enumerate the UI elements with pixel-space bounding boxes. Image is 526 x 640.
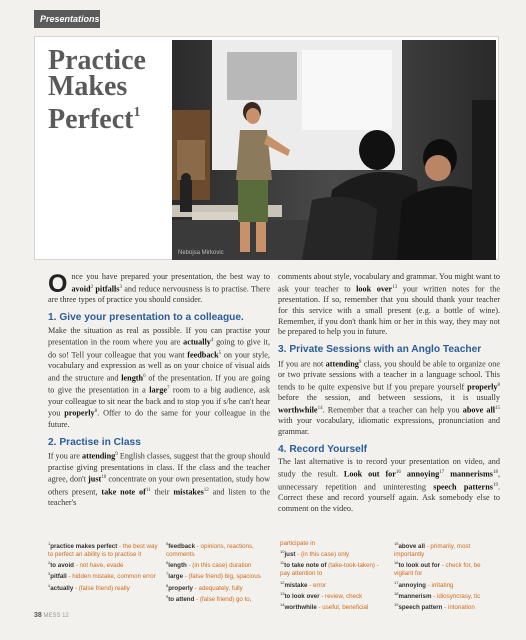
glossary-term: worthwhile <box>278 405 318 415</box>
footnote-ref: 3 <box>119 284 122 290</box>
text-run: . Remember that a teacher can help you <box>322 405 463 415</box>
footnote-ref: 5 <box>218 350 222 356</box>
glossary-entry <box>48 540 158 559</box>
glossary-entry <box>166 559 276 570</box>
glossary-column-3 <box>280 540 388 612</box>
glossary-term: annoying <box>398 581 426 589</box>
glossary-term: actually <box>183 337 211 347</box>
text-run: your written notes for the presentation. If so, remember that you should thank your teacher for this service with a small present (e.g. a bottle of wine). Remember, if you don't thank him or her in this way, they may not be prepared to help you in future. <box>278 284 500 337</box>
glossary-definition: - useful, beneficial <box>316 603 369 611</box>
glossary <box>48 540 498 611</box>
title-line-3-text: Perfect <box>48 104 134 135</box>
section-1-paragraph <box>48 326 270 431</box>
glossary-number: 5 <box>166 541 169 546</box>
glossary-number: 15 <box>394 541 399 546</box>
glossary-entry <box>48 570 158 581</box>
text-run: nce you have prepared your presentation, the best way to <box>71 272 270 281</box>
glossary-definition: - (in this case) duration <box>186 562 252 570</box>
glossary-number: 17 <box>394 579 399 585</box>
glossary-definition: - (false friend) go to, <box>194 595 252 603</box>
footnote-ref: 16 <box>395 470 401 476</box>
glossary-entry <box>280 548 388 559</box>
glossary-definition: - idiosyncrasy, tic <box>431 592 481 600</box>
footnote-ref: 2 <box>90 284 94 290</box>
glossary-term: Look out for <box>343 469 396 479</box>
glossary-definition: - opinions, reactions, comments <box>166 543 254 559</box>
glossary-number: 2 <box>48 560 51 566</box>
text-run: The last alternative is to record your presentation on video, and study the result. <box>278 457 500 479</box>
glossary-term: mistake <box>284 581 308 589</box>
glossary-term: pitfalls <box>95 284 120 294</box>
glossary-column-4 <box>394 540 498 612</box>
section-heading-4: 4. Record Yourself <box>278 443 368 455</box>
section-3-paragraph <box>278 358 500 438</box>
footnote-ref: 4 <box>210 338 214 344</box>
glossary-definition: - (in this case) only <box>295 551 350 559</box>
glossary-entry <box>394 579 498 590</box>
presentation-photo-illustration <box>172 40 496 260</box>
glossary-term: length <box>121 373 144 383</box>
glossary-term: attending <box>82 451 116 461</box>
glossary-definition: - adequately, fully <box>193 584 243 592</box>
glossary-definition: - (false friend) really <box>73 584 130 592</box>
glossary-number: 19 <box>394 601 399 607</box>
text-run: English classes, suggest that the group should practise giving presentations in class. If the class and the teacher agree, don't <box>48 451 270 485</box>
glossary-definition: participate in <box>280 540 316 547</box>
presentation-photo <box>172 40 496 260</box>
glossary-term: mannerisms <box>450 469 493 479</box>
text-run: before the session, and between sessions, it is usually <box>278 393 500 403</box>
glossary-entry <box>166 570 276 581</box>
glossary-definition: - primarily, most importantly <box>394 543 471 559</box>
glossary-term: above all <box>398 543 425 551</box>
text-run: on your style, vocabulary and expression as well as on your choice of visual aids and the structure and <box>48 350 270 383</box>
continued-paragraph <box>278 272 500 338</box>
glossary-term: worthwhile <box>284 603 317 611</box>
footnote-ref: 12 <box>203 487 209 493</box>
text-run: with your vocabulary, idiomatic expressions, pronunciation and grammar. <box>278 416 500 437</box>
glossary-term: pitfall <box>50 573 67 581</box>
section-2-paragraph <box>48 450 270 509</box>
glossary-entry <box>166 540 276 559</box>
glossary-entry <box>48 582 158 593</box>
glossary-definition: (take-took-taken) - pay attention to <box>280 562 379 578</box>
page-number: 38 <box>34 612 42 619</box>
glossary-number: 6 <box>166 560 169 566</box>
footnote-ref: 7 <box>166 386 170 392</box>
glossary-definition: - not have, evade <box>73 562 124 570</box>
glossary-term: feedback <box>168 543 196 551</box>
glossary-entry <box>394 540 498 559</box>
glossary-entry <box>394 590 498 601</box>
glossary-term: mistakes <box>173 487 204 497</box>
glossary-definition: - hidden mistake, common error <box>66 573 156 581</box>
footnote-ref: 18 <box>492 470 498 476</box>
glossary-term: feedback <box>187 350 219 360</box>
section-heading-2: 2. Practise in Class <box>48 436 141 448</box>
glossary-term: attending <box>325 359 359 369</box>
text-run: of the presentation. If you are going to give the presentation in a <box>48 373 270 395</box>
glossary-number: 7 <box>166 571 169 577</box>
footnote-ref: 15 <box>495 405 500 411</box>
glossary-number: 16 <box>394 560 399 566</box>
glossary-term: avoid <box>71 284 91 294</box>
glossary-entry <box>48 559 158 570</box>
glossary-term: look over <box>356 284 393 294</box>
glossary-term: to look out for <box>398 562 441 570</box>
glossary-entry <box>280 559 388 578</box>
text-run: going to give it, do so! Tell your colleague that you want <box>48 337 270 360</box>
text-run: , unnecessary repetition and uninteresting <box>278 469 501 492</box>
glossary-definition: - error <box>307 581 327 589</box>
glossary-term: length <box>168 562 187 570</box>
glossary-number: 1 <box>48 541 51 546</box>
text-run: comments about style, vocabulary and grammar. You might want to ask your teacher to <box>278 272 500 294</box>
glossary-number: 8 <box>166 582 169 588</box>
glossary-definition: - review, check <box>319 592 363 600</box>
glossary-term: to take note of <box>284 562 327 570</box>
section-tab: Presentations <box>34 10 100 28</box>
glossary-definition: - irritating <box>425 581 454 589</box>
footnote-ref: 9 <box>358 359 362 365</box>
glossary-term: annoying <box>406 469 440 479</box>
glossary-term: above all <box>462 405 495 415</box>
glossary-definition: - (false friend) big, spacious <box>183 573 261 581</box>
glossary-number: 14 <box>280 601 285 607</box>
footnote-ref: 10 <box>101 475 107 481</box>
section-4-paragraph <box>278 457 500 514</box>
title-line-2: Makes <box>48 71 128 102</box>
page-title <box>48 45 146 135</box>
footnote-ref: 11 <box>145 487 151 493</box>
magazine-name: MESS 12 <box>43 613 69 619</box>
footnote-ref: 6 <box>143 373 146 379</box>
glossary-term: mannerism <box>398 592 432 600</box>
section-heading-3: 3. Private Sessions with an Anglo Teacher <box>278 343 482 355</box>
text-run: and listen to the teacher's <box>48 487 271 508</box>
text-run: . Correct these and record yourself again. Ask somebody else to comment on the video. <box>278 482 500 513</box>
glossary-number: 10 <box>280 549 285 555</box>
glossary-number: 9 <box>166 593 169 599</box>
glossary-term: properly <box>467 382 498 392</box>
text-run: If you are not <box>278 359 326 369</box>
text-run: Make the situation as real as possible. If you can practise your presentation in the room where you are <box>48 325 270 347</box>
glossary-number: 12 <box>280 579 285 585</box>
footnote-ref: 17 <box>439 470 445 476</box>
glossary-term: large <box>168 573 184 581</box>
glossary-term: to look over <box>284 592 320 600</box>
footnote-ref: 9 <box>115 452 118 458</box>
glossary-number: 18 <box>394 590 399 596</box>
glossary-definition: - check for, be vigilant for <box>394 562 481 578</box>
left-column <box>48 272 270 513</box>
glossary-number: 4 <box>48 582 51 588</box>
glossary-term: actually <box>50 584 74 592</box>
section-heading-1: 1. Give your presentation to a colleague. <box>48 311 244 323</box>
glossary-term: properly <box>168 584 193 592</box>
title-line-3 <box>48 100 146 133</box>
glossary-term: large <box>149 386 167 395</box>
text-run: class, you should be able to organize one or two private sessions with a teacher in a language school. This tends to be quite expensive but if you prepare yourself <box>278 359 500 392</box>
footnote-ref: 14 <box>317 405 323 411</box>
footnote-ref: 8 <box>497 382 500 388</box>
glossary-term: to avoid <box>50 562 74 570</box>
drop-cap: O <box>48 270 68 298</box>
text-run: . Offer to do the same for your colleague in the future. <box>48 409 270 429</box>
glossary-definition: - the best way to perfect an ability is to practise it <box>48 543 158 559</box>
glossary-term: take note of <box>101 487 146 497</box>
glossary-term: just <box>284 551 296 559</box>
glossary-term: speech patterns <box>433 482 493 492</box>
intro-paragraph <box>48 272 270 306</box>
text-run: room to a big audience, ask your colleague to sit near the back and to stop you if s/he can't hear you <box>48 386 270 419</box>
text-run: and reduce nervousness is to practise. There are three types of practice you should consider. <box>48 284 270 305</box>
footnote-ref: 8 <box>94 409 98 415</box>
glossary-column-2 <box>166 540 276 604</box>
glossary-entry <box>280 540 388 548</box>
footnote-ref: 19 <box>492 482 498 488</box>
glossary-definition: - intonation <box>442 603 475 611</box>
glossary-entry <box>280 601 388 612</box>
page-footer <box>34 612 69 619</box>
title-footnote: 1 <box>133 105 141 120</box>
glossary-entry <box>394 601 498 612</box>
glossary-number: 11 <box>280 560 285 566</box>
glossary-column-1 <box>48 540 158 593</box>
glossary-entry <box>280 590 388 601</box>
glossary-number: 3 <box>48 571 51 577</box>
glossary-entry <box>394 559 498 578</box>
text-run: If you are <box>48 451 83 461</box>
title-line-1: Practice <box>48 45 146 76</box>
glossary-term: properly <box>64 409 95 419</box>
glossary-entry <box>166 593 276 604</box>
glossary-entry <box>166 582 276 593</box>
glossary-term: speech pattern <box>398 603 443 611</box>
glossary-number: 13 <box>280 590 285 596</box>
text-run: concentrate on your own presentation, study how others present, <box>48 475 270 497</box>
glossary-term: just <box>88 475 102 485</box>
glossary-term: to attend <box>168 595 195 603</box>
photo-credit: Nebojsa Mirkovic <box>178 250 224 256</box>
text-run: their <box>150 487 174 497</box>
glossary-entry <box>280 579 388 590</box>
glossary-term: practice makes perfect <box>50 543 118 551</box>
right-column <box>278 272 500 518</box>
footnote-ref: 13 <box>392 284 398 290</box>
